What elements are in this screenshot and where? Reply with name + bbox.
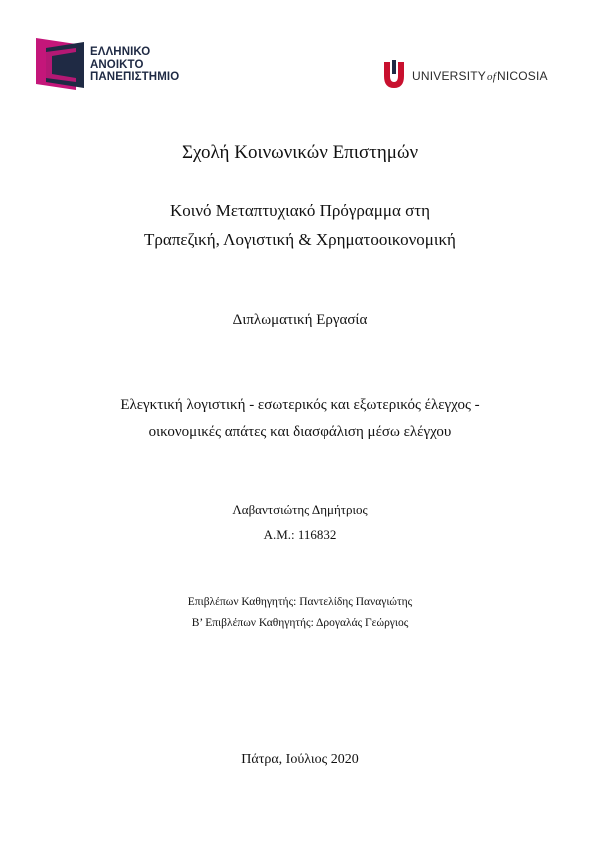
unic-logo-word-of: of [487,71,496,83]
eap-logo-mark-icon [36,38,84,90]
eap-logo-text [90,46,179,84]
thesis-title-line-1: Ελεγκτική λογιστική - εσωτερικός και εξωτερικός έλεγχος - [120,397,480,413]
eap-logo-line-1: ΕΛΛΗΝΙΚΟ [90,46,151,58]
place-and-date: Πάτρα, Ιούλιος 2020 [241,752,359,767]
unic-logo-mark-icon [382,60,406,90]
document-type: Διπλωματική Εργασία [232,312,368,328]
unic-logo-word-university: UNIVERSITY [412,69,487,83]
school-name: Σχολή Κοινωνικών Επιστημών [181,142,419,163]
eap-logo-line-2: ΑΝΟΙΚΤΟ [90,58,144,71]
unic-logo-word-nicosia: NICOSIA [496,69,548,83]
program-line-2: Τραπεζική, Λογιστική & Χρηματοοικονομική [144,230,456,249]
eap-logo-line-3: ΠΑΝΕΠΙΣΤΗΜΙΟ [90,71,180,83]
unic-logo [382,60,552,94]
student-id: Α.Μ.: 116832 [263,527,337,542]
eap-logo [36,38,206,90]
supervisor: Επιβλέπων Καθηγητής: Παντελίδης Παναγιώτης [187,596,413,608]
thesis-title-line-2: οικονομικές απάτες και διασφάλιση μέσω ελέγχου [148,424,452,440]
second-supervisor: Β’ Επιβλέπων Καθηγητής: Δρογαλάς Γεώργιος [191,617,409,629]
unic-logo-text [412,69,548,83]
program-line-1: Κοινό Μεταπτυχιακό Πρόγραμμα στη [169,201,430,220]
author-name: Λαβαντσιώτης Δημήτριος [232,502,368,517]
